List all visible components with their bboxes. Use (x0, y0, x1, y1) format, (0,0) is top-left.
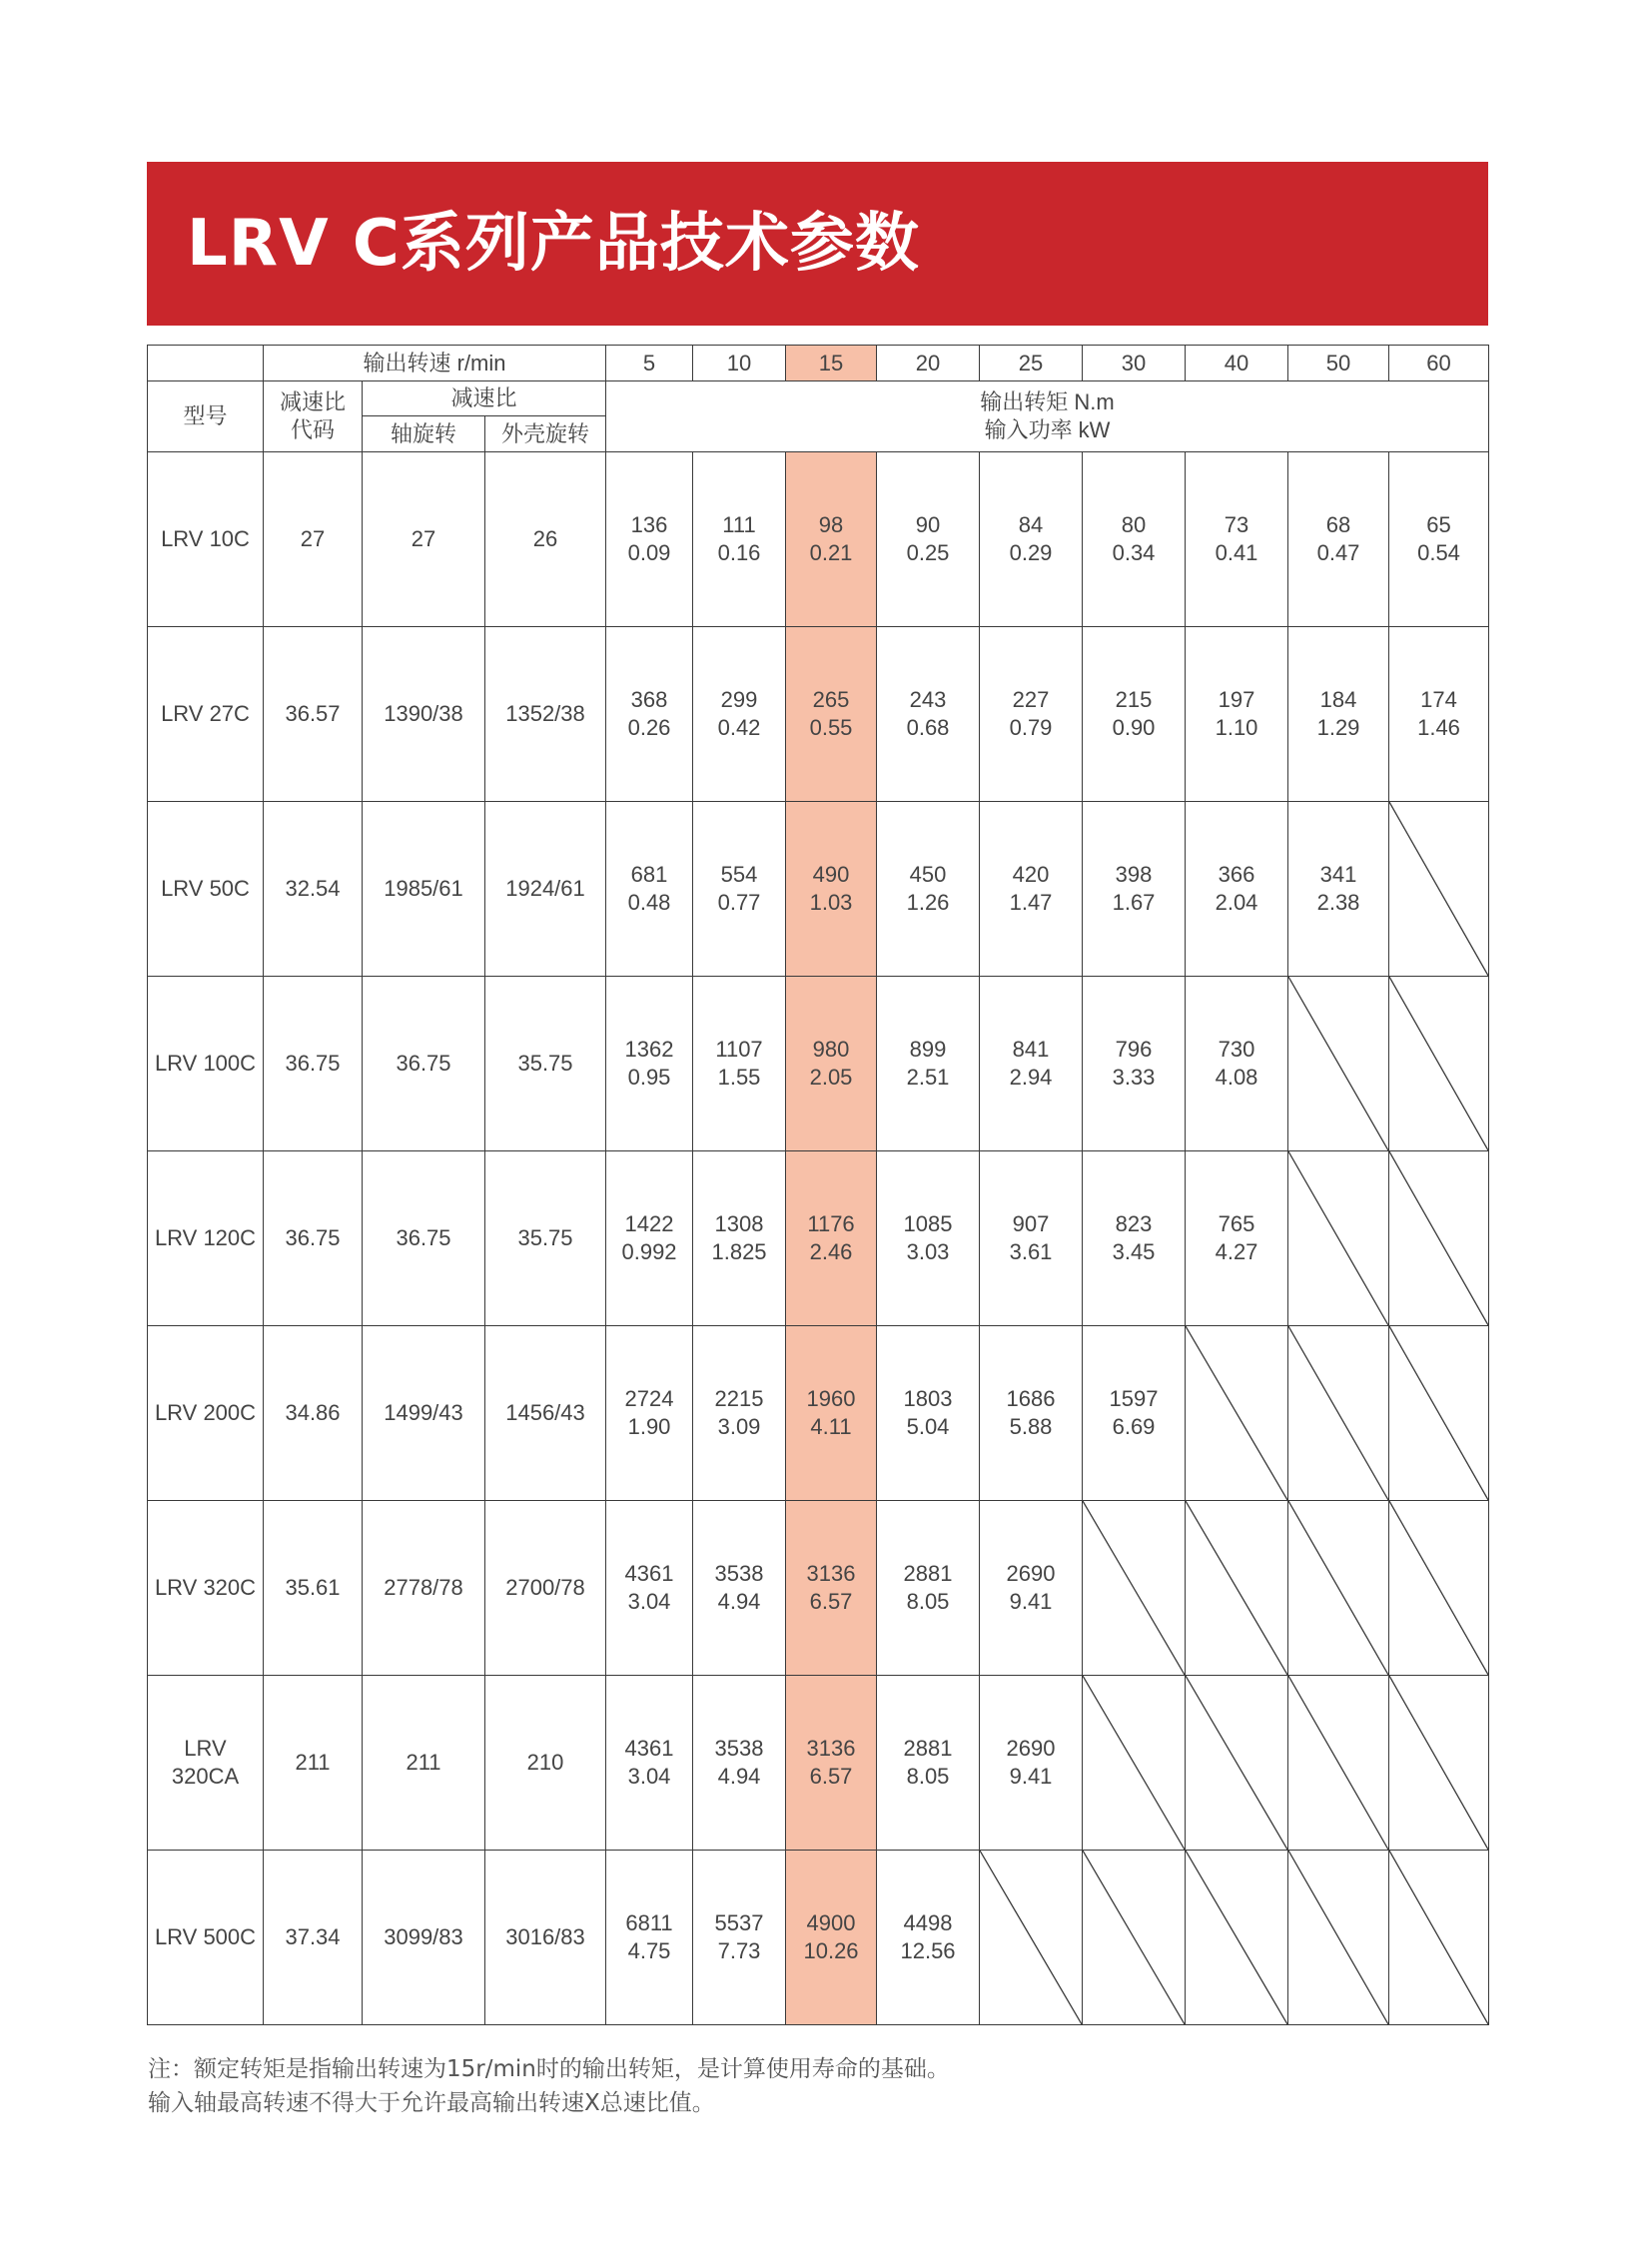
value-cell (1288, 452, 1389, 627)
housing-ratio-cell: 1924/61 (485, 802, 606, 977)
torque-value: 184 (1319, 687, 1357, 712)
ratio-code-cell: 36.75 (264, 1151, 363, 1326)
power-value: 0.26 (627, 715, 671, 740)
value-cell (1186, 627, 1288, 802)
header-ratio-code-line2: 代码 (290, 417, 335, 442)
not-available-cell (1083, 1851, 1186, 2025)
model-cell: LRV 100C (148, 977, 264, 1151)
power-value: 8.05 (906, 1764, 950, 1789)
power-value: 2.04 (1215, 890, 1258, 915)
table-row (148, 1326, 1489, 1501)
not-available-cell (1288, 1676, 1389, 1851)
diagonal-slash-icon (1288, 1326, 1388, 1500)
housing-ratio-cell: 2700/78 (485, 1501, 606, 1676)
torque-value: 98 (818, 512, 844, 537)
torque-value: 554 (720, 862, 758, 887)
power-value: 3.09 (717, 1414, 761, 1439)
value-cell (1083, 452, 1186, 627)
title-banner (147, 162, 1488, 326)
power-value: 4.94 (717, 1764, 761, 1789)
not-available-cell (1083, 1501, 1186, 1676)
header-torque-label: 输出转矩 N.m (980, 389, 1115, 414)
torque-value: 68 (1325, 512, 1351, 537)
value-cell (877, 1501, 980, 1676)
power-value: 0.77 (717, 890, 761, 915)
diagonal-slash-icon (1186, 1326, 1287, 1500)
power-value: 0.16 (717, 540, 761, 565)
value-cell (877, 452, 980, 627)
value-cell (1288, 627, 1389, 802)
shaft-ratio-cell: 36.75 (363, 977, 485, 1151)
not-available-cell (1186, 1501, 1288, 1676)
diagonal-slash-icon (1186, 1851, 1287, 2024)
power-value: 2.05 (809, 1065, 853, 1090)
power-value: 2.51 (906, 1065, 950, 1090)
power-value: 4.75 (627, 1938, 671, 1963)
table-row (148, 977, 1489, 1151)
torque-value: 681 (630, 862, 668, 887)
torque-value: 368 (630, 687, 668, 712)
torque-value: 2724 (624, 1386, 674, 1411)
value-cell (786, 627, 877, 802)
speed-header-cell: 40 (1186, 346, 1288, 381)
power-value: 0.54 (1417, 540, 1460, 565)
power-value: 0.29 (1009, 540, 1053, 565)
torque-value: 3136 (806, 1736, 856, 1761)
torque-value: 4361 (624, 1736, 674, 1761)
torque-value: 796 (1115, 1037, 1153, 1062)
table-row (148, 802, 1489, 977)
not-available-cell (1389, 977, 1489, 1151)
power-value: 2.38 (1316, 890, 1360, 915)
torque-value: 1362 (624, 1037, 674, 1062)
ratio-code-cell: 35.61 (264, 1501, 363, 1676)
value-cell (606, 1851, 693, 2025)
value-cell (693, 1151, 786, 1326)
value-cell (1288, 802, 1389, 977)
header-values (606, 381, 1489, 452)
power-value: 0.90 (1112, 715, 1156, 740)
diagonal-slash-icon (1389, 802, 1488, 976)
power-value: 0.79 (1009, 715, 1053, 740)
model-cell: LRV 120C (148, 1151, 264, 1326)
torque-value: 398 (1115, 862, 1153, 887)
value-cell (606, 1676, 693, 1851)
value-cell (786, 1676, 877, 1851)
torque-value: 2690 (1006, 1561, 1056, 1586)
value-cell (877, 1676, 980, 1851)
power-value: 1.26 (906, 890, 950, 915)
ratio-code-cell: 36.75 (264, 977, 363, 1151)
footnote-line-2: 输入轴最高转速不得大于允许最高输出转速X总速比值。 (148, 2090, 715, 2116)
power-value: 1.29 (1316, 715, 1360, 740)
value-cell (1083, 977, 1186, 1151)
table-row (148, 1851, 1489, 2025)
model-cell: LRV 320C (148, 1501, 264, 1676)
value-cell (980, 977, 1083, 1151)
power-value: 0.21 (809, 540, 853, 565)
power-value: 0.55 (809, 715, 853, 740)
not-available-cell (1186, 1851, 1288, 2025)
value-cell (693, 1326, 786, 1501)
value-cell (693, 977, 786, 1151)
shaft-ratio-cell: 3099/83 (363, 1851, 485, 2025)
table-row (148, 627, 1489, 802)
not-available-cell (1389, 1851, 1489, 2025)
model-cell: LRV 500C (148, 1851, 264, 2025)
power-value: 4.27 (1215, 1239, 1258, 1264)
torque-value: 1803 (903, 1386, 953, 1411)
power-value: 4.08 (1215, 1065, 1258, 1090)
ratio-code-cell: 37.34 (264, 1851, 363, 2025)
value-cell (980, 1326, 1083, 1501)
torque-value: 2215 (714, 1386, 764, 1411)
torque-value: 980 (812, 1037, 850, 1062)
value-cell (786, 802, 877, 977)
speed-header-cell: 15 (786, 346, 877, 381)
not-available-cell (1288, 1501, 1389, 1676)
torque-value: 730 (1218, 1037, 1255, 1062)
not-available-cell (1186, 1326, 1288, 1501)
shaft-ratio-cell: 1499/43 (363, 1326, 485, 1501)
value-cell (877, 627, 980, 802)
header-row-columns (148, 381, 1489, 416)
ratio-code-cell: 36.57 (264, 627, 363, 802)
not-available-cell (1288, 977, 1389, 1151)
footnote (148, 2052, 1486, 2120)
power-value: 1.67 (1112, 890, 1156, 915)
torque-value: 907 (1012, 1211, 1050, 1236)
value-cell (786, 1851, 877, 2025)
torque-value: 65 (1426, 512, 1451, 537)
value-cell (877, 1151, 980, 1326)
speed-header-cell: 20 (877, 346, 980, 381)
power-value: 1.47 (1009, 890, 1053, 915)
power-value: 6.57 (809, 1589, 853, 1614)
value-cell (786, 1326, 877, 1501)
value-cell (606, 1501, 693, 1676)
power-value: 1.10 (1215, 715, 1258, 740)
header-ratio-code-line1: 减速比 (279, 389, 346, 414)
power-value: 1.03 (809, 890, 853, 915)
power-value: 3.04 (627, 1764, 671, 1789)
diagonal-slash-icon (1389, 1326, 1488, 1500)
ratio-code-cell: 34.86 (264, 1326, 363, 1501)
torque-value: 80 (1121, 512, 1147, 537)
torque-value: 265 (812, 687, 850, 712)
shaft-ratio-cell: 36.75 (363, 1151, 485, 1326)
not-available-cell (980, 1851, 1083, 2025)
speed-header-cell: 60 (1389, 346, 1489, 381)
table-row (148, 1676, 1489, 1851)
value-cell (1389, 627, 1489, 802)
diagonal-slash-icon (1389, 977, 1488, 1150)
power-value: 6.69 (1112, 1414, 1156, 1439)
value-cell (980, 627, 1083, 802)
speed-header-cell: 30 (1083, 346, 1186, 381)
torque-value: 3538 (714, 1561, 764, 1586)
torque-value: 4361 (624, 1561, 674, 1586)
not-available-cell (1288, 1151, 1389, 1326)
value-cell (606, 452, 693, 627)
torque-value: 1686 (1006, 1386, 1056, 1411)
value-cell (1186, 802, 1288, 977)
speed-header-cell: 5 (606, 346, 693, 381)
torque-value: 3538 (714, 1736, 764, 1761)
speed-header-cell: 25 (980, 346, 1083, 381)
power-value: 0.47 (1316, 540, 1360, 565)
housing-ratio-cell: 1456/43 (485, 1326, 606, 1501)
model-cell: LRV 10C (148, 452, 264, 627)
power-value: 3.33 (1112, 1065, 1156, 1090)
torque-value: 2881 (903, 1736, 953, 1761)
value-cell (1083, 627, 1186, 802)
power-value: 0.48 (627, 890, 671, 915)
torque-value: 765 (1218, 1211, 1255, 1236)
spec-table (147, 345, 1489, 2025)
torque-value: 174 (1420, 687, 1457, 712)
value-cell (693, 802, 786, 977)
torque-value: 5537 (714, 1910, 764, 1935)
value-cell (786, 1501, 877, 1676)
housing-ratio-cell: 210 (485, 1676, 606, 1851)
torque-value: 1308 (714, 1211, 764, 1236)
shaft-ratio-cell: 2778/78 (363, 1501, 485, 1676)
torque-value: 490 (812, 862, 850, 887)
diagonal-slash-icon (1389, 1851, 1488, 2024)
torque-value: 450 (909, 862, 947, 887)
value-cell (606, 977, 693, 1151)
value-cell (1186, 1151, 1288, 1326)
torque-value: 4498 (903, 1910, 953, 1935)
torque-value: 2881 (903, 1561, 953, 1586)
power-value: 4.94 (717, 1589, 761, 1614)
diagonal-slash-icon (1389, 1676, 1488, 1850)
torque-value: 823 (1115, 1211, 1153, 1236)
value-cell (877, 1851, 980, 2025)
diagonal-slash-icon (1389, 1501, 1488, 1675)
torque-value: 136 (630, 512, 668, 537)
torque-value: 1176 (807, 1211, 855, 1236)
power-value: 0.09 (627, 540, 671, 565)
diagonal-slash-icon (1288, 1676, 1388, 1850)
value-cell (1389, 452, 1489, 627)
torque-value: 299 (720, 687, 758, 712)
not-available-cell (1389, 1326, 1489, 1501)
power-value: 7.73 (717, 1938, 761, 1963)
not-available-cell (1288, 1851, 1389, 2025)
value-cell (877, 1326, 980, 1501)
not-available-cell (1389, 1151, 1489, 1326)
power-value: 8.05 (906, 1589, 950, 1614)
not-available-cell (1288, 1326, 1389, 1501)
power-value: 12.56 (900, 1938, 956, 1963)
value-cell (693, 627, 786, 802)
power-value: 0.95 (627, 1065, 671, 1090)
model-cell: LRV 50C (148, 802, 264, 977)
power-value: 9.41 (1009, 1589, 1053, 1614)
value-cell (1083, 802, 1186, 977)
power-value: 6.57 (809, 1764, 853, 1789)
footnote-line-1: 注：额定转矩是指输出转速为15r/min时的输出转矩，是计算使用寿命的基础。 (148, 2056, 950, 2082)
diagonal-slash-icon (1186, 1501, 1287, 1675)
torque-value: 90 (915, 512, 941, 537)
model-cell: LRV 27C (148, 627, 264, 802)
torque-value: 243 (909, 687, 947, 712)
value-cell (877, 802, 980, 977)
table-row (148, 452, 1489, 627)
not-available-cell (1083, 1676, 1186, 1851)
value-cell (606, 802, 693, 977)
table-row (148, 1151, 1489, 1326)
torque-value: 6811 (625, 1910, 673, 1935)
header-shaft: 轴旋转 (363, 416, 485, 452)
housing-ratio-cell: 3016/83 (485, 1851, 606, 2025)
header-model: 型号 (148, 381, 264, 452)
header-row-speed (148, 346, 1489, 381)
power-value: 4.11 (810, 1414, 852, 1439)
speed-header-cell: 10 (693, 346, 786, 381)
power-value: 0.992 (621, 1239, 677, 1264)
diagonal-slash-icon (1083, 1501, 1185, 1675)
diagonal-slash-icon (1288, 1501, 1388, 1675)
diagonal-slash-icon (1186, 1676, 1287, 1850)
value-cell (786, 452, 877, 627)
value-cell (786, 1151, 877, 1326)
torque-value: 4900 (806, 1910, 856, 1935)
torque-value: 3136 (806, 1561, 856, 1586)
power-value: 1.90 (627, 1414, 671, 1439)
power-value: 0.41 (1215, 540, 1258, 565)
value-cell (980, 1151, 1083, 1326)
torque-value: 1597 (1109, 1386, 1159, 1411)
diagonal-slash-icon (1083, 1851, 1185, 2024)
torque-value: 841 (1012, 1037, 1050, 1062)
shaft-ratio-cell: 211 (363, 1676, 485, 1851)
value-cell (980, 452, 1083, 627)
speed-header-cell: 50 (1288, 346, 1389, 381)
table-row (148, 1501, 1489, 1676)
power-value: 0.25 (906, 540, 950, 565)
torque-value: 73 (1224, 512, 1249, 537)
value-cell (877, 977, 980, 1151)
power-value: 5.88 (1009, 1414, 1053, 1439)
torque-value: 420 (1012, 862, 1050, 887)
diagonal-slash-icon (1083, 1676, 1185, 1850)
ratio-code-cell: 211 (264, 1676, 363, 1851)
torque-value: 1960 (806, 1386, 856, 1411)
power-value: 10.26 (803, 1938, 859, 1963)
value-cell (1083, 1326, 1186, 1501)
shaft-ratio-cell: 1390/38 (363, 627, 485, 802)
value-cell (693, 1676, 786, 1851)
diagonal-slash-icon (1288, 977, 1388, 1150)
model-cell: LRV 320CA (148, 1676, 264, 1851)
power-value: 3.04 (627, 1589, 671, 1614)
not-available-cell (1389, 802, 1489, 977)
torque-value: 197 (1218, 687, 1255, 712)
torque-value: 111 (722, 512, 756, 537)
diagonal-slash-icon (1389, 1151, 1488, 1325)
torque-value: 215 (1115, 687, 1153, 712)
not-available-cell (1389, 1676, 1489, 1851)
housing-ratio-cell: 1352/38 (485, 627, 606, 802)
diagonal-slash-icon (1288, 1151, 1388, 1325)
torque-value: 2690 (1006, 1736, 1056, 1761)
value-cell (693, 1851, 786, 2025)
header-power-label: 输入功率 kW (984, 417, 1111, 442)
power-value: 1.55 (717, 1065, 761, 1090)
power-value: 0.68 (906, 715, 950, 740)
value-cell (980, 1676, 1083, 1851)
model-cell: LRV 200C (148, 1326, 264, 1501)
value-cell (980, 802, 1083, 977)
page-title: LRV C系列产品技术参数 (187, 207, 920, 281)
value-cell (693, 1501, 786, 1676)
header-ratio-code (264, 381, 363, 452)
power-value: 2.94 (1009, 1065, 1053, 1090)
diagonal-slash-icon (1288, 1851, 1388, 2024)
header-ratio: 减速比 (363, 381, 606, 416)
diagonal-slash-icon (980, 1851, 1082, 2024)
not-available-cell (1389, 1501, 1489, 1676)
ratio-code-cell: 32.54 (264, 802, 363, 977)
torque-value: 1085 (903, 1211, 953, 1236)
shaft-ratio-cell: 1985/61 (363, 802, 485, 977)
value-cell (1186, 977, 1288, 1151)
value-cell (606, 627, 693, 802)
header-housing: 外壳旋转 (485, 416, 606, 452)
power-value: 3.45 (1112, 1239, 1156, 1264)
power-value: 5.04 (906, 1414, 950, 1439)
torque-value: 227 (1012, 687, 1050, 712)
torque-value: 1422 (624, 1211, 674, 1236)
torque-value: 1107 (715, 1037, 763, 1062)
torque-value: 899 (909, 1037, 947, 1062)
power-value: 0.34 (1112, 540, 1156, 565)
shaft-ratio-cell: 27 (363, 452, 485, 627)
value-cell (606, 1326, 693, 1501)
housing-ratio-cell: 35.75 (485, 977, 606, 1151)
header-corner-cell (148, 346, 264, 381)
value-cell (693, 452, 786, 627)
value-cell (786, 977, 877, 1151)
power-value: 3.03 (906, 1239, 950, 1264)
power-value: 2.46 (809, 1239, 853, 1264)
value-cell (980, 1501, 1083, 1676)
value-cell (1083, 1151, 1186, 1326)
value-cell (1186, 452, 1288, 627)
not-available-cell (1186, 1676, 1288, 1851)
power-value: 3.61 (1009, 1239, 1053, 1264)
torque-value: 84 (1018, 512, 1044, 537)
power-value: 9.41 (1009, 1764, 1053, 1789)
torque-value: 341 (1319, 862, 1357, 887)
ratio-code-cell: 27 (264, 452, 363, 627)
power-value: 0.42 (717, 715, 761, 740)
torque-value: 366 (1218, 862, 1255, 887)
value-cell (606, 1151, 693, 1326)
power-value: 1.46 (1417, 715, 1460, 740)
housing-ratio-cell: 35.75 (485, 1151, 606, 1326)
speed-header: 输出转速 r/min (264, 346, 606, 381)
housing-ratio-cell: 26 (485, 452, 606, 627)
power-value: 1.825 (711, 1239, 767, 1264)
